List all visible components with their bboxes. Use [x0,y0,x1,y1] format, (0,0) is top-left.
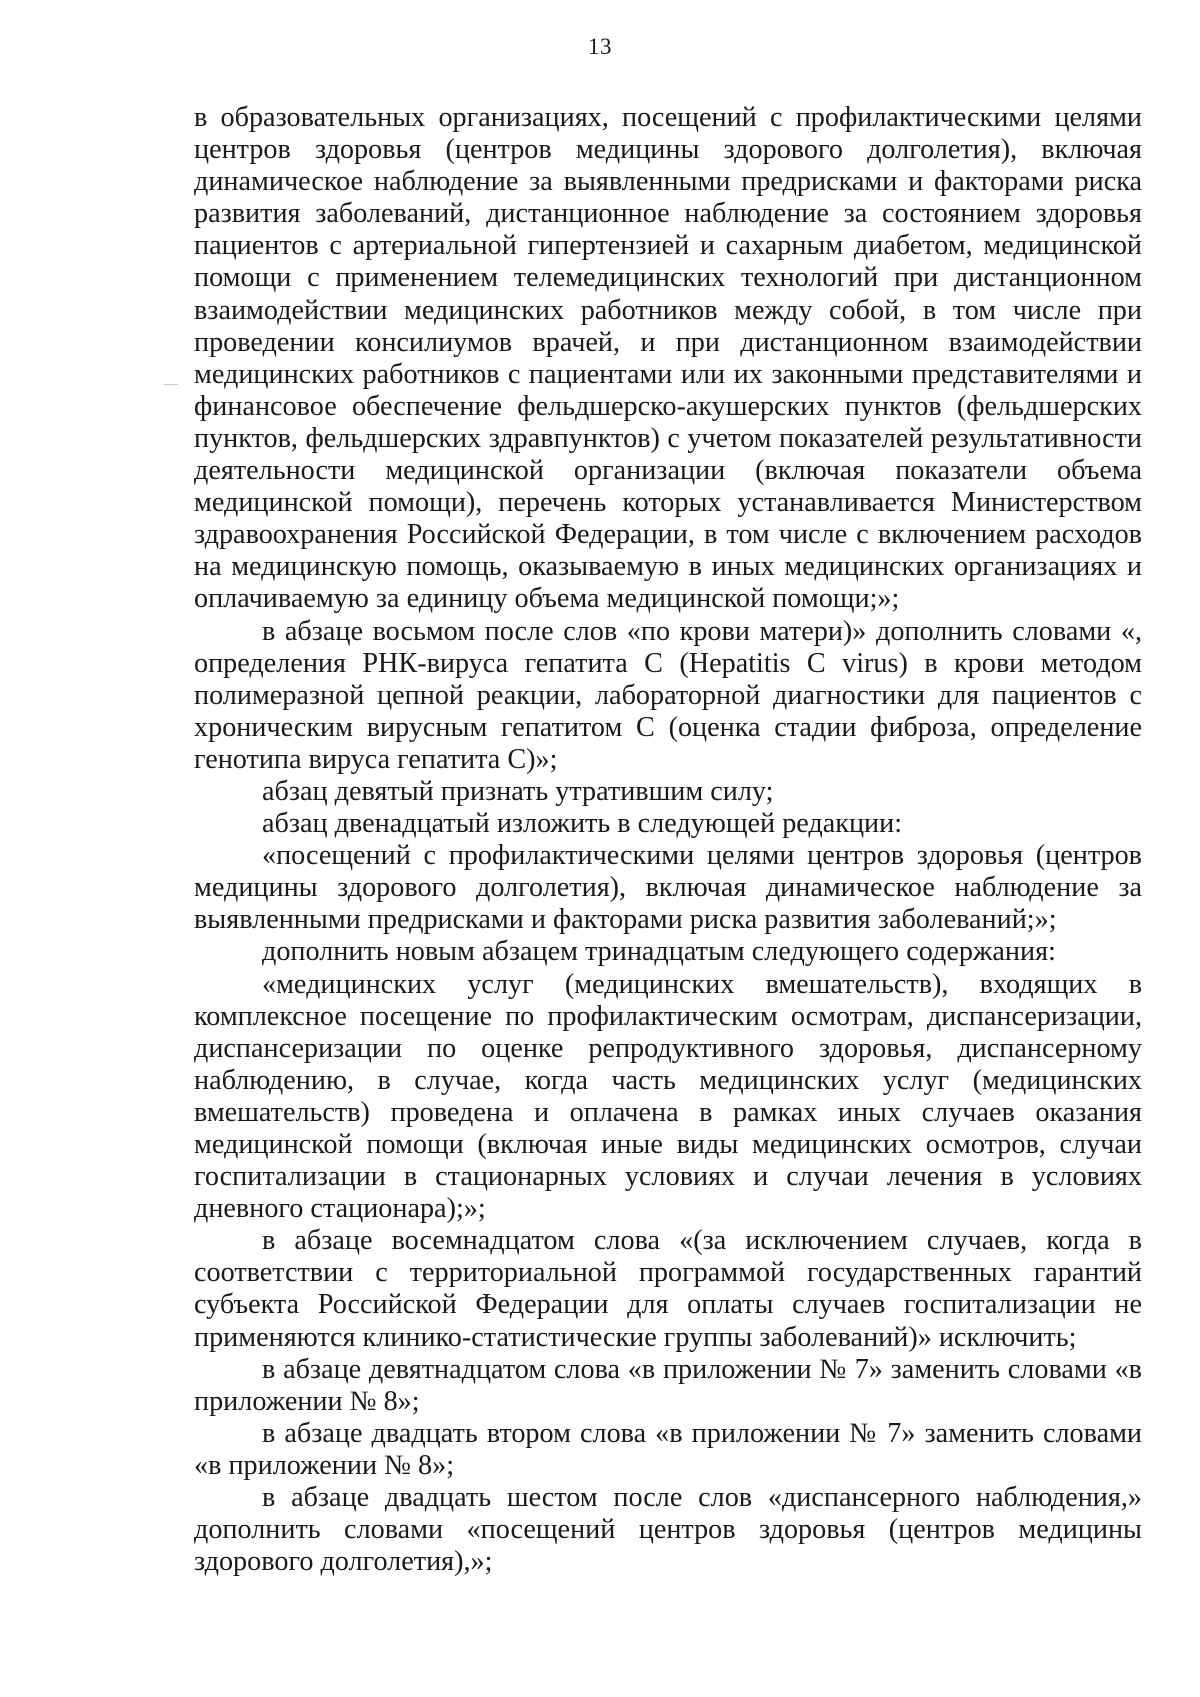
paragraph-amendment-9: абзац девятый признать утратившим силу; [262,775,774,807]
paragraph-amendment-13-text: «медицинских услуг (медицинских вмешательств), входящих в комплексное посещение по профилактическим осмотрам, диспансеризации, диспансеризации по оценке репродуктивного здоровья, диспансерному наблюдению, в случае, когда часть медицинских услуг (медицинских вмешательств) проведена и оплачена в рамках иных случаев оказания медицинской помощи (включая иные виды медицинских осмотров, случаи госпитализации в стационарных условиях и случаи лечения в условиях дневного стационара);»; [194,968,1142,1225]
paragraph-amendment-12-intro: абзац двенадцатый изложить в следующей редакции: [262,808,903,840]
margin-mark [164,384,178,385]
paragraph-amendment-26: в абзаце двадцать шестом после слов «диспансерного наблюдения,» дополнить словами «посещений центров здоровья (центров медицины здорового долголетия),»; [194,1482,1142,1578]
paragraph-amendment-12-text: «посещений с профилактическими целями центров здоровья (центров медицины здорового долголетия), включая динамическое наблюдение за выявленными предрисками и факторами риска развития заболеваний;»; [194,840,1142,936]
paragraph-continuation: в образовательных организациях, посещений с профилактическими целями центров здоровья (центров медицины здорового долголетия), включая динамическое наблюдение за выявленными предрисками и факторами риска развития заболеваний, дистанционное наблюдение за состоянием здоровья пациентов с артериальной гипертензией и сахарным диабетом, медицинской помощи с применением телемедицинских технологий при дистанционном взаимодействии медицинских работников между собой, в том числе при проведении консилиумов врачей, и при дистанционном взаимодействии медицинских работников с пациентами или их законными представителями и финансовое обеспечение фельдшерско-акушерских пунктов (фельдшерских пунктов, фельдшерских здравпунктов) с учетом показателей результативности деятельности медицинской организации (включая показатели объема медицинской помощи), перечень которых устанавливается Министерством здравоохранения Российской Федерации, в том числе с включением расходов на медицинскую помощь, оказываемую в иных медицинских организациях и оплачиваемую за единицу объема медицинской помощи;»; [194,102,1142,615]
paragraph-amendment-13-intro: дополнить новым абзацем тринадцатым следующего содержания: [262,936,1056,968]
paragraph-amendment-18: в абзаце восемнадцатом слова «(за исключением случаев, когда в соответствии с территориальной программой государственных гарантий субъекта Российской Федерации для оплаты случаев госпитализации не применяются клинико-статистические группы заболеваний)» исключить; [194,1225,1142,1353]
paragraph-amendment-22: в абзаце двадцать втором слова «в приложении № 7» заменить словами «в приложении № 8»; [194,1417,1142,1481]
document-body [194,102,1142,1578]
page-number: 13 [588,34,612,59]
paragraph-amendment-19: в абзаце девятнадцатом слова «в приложении № 7» заменить словами «в приложении № 8»; [194,1353,1142,1417]
paragraph-amendment-8: в абзаце восьмом после слов «по крови матери)» дополнить словами «, определения РНК-вируса гепатита C (Hepatitis C virus) в крови методом полимеразной цепной реакции, лабораторной диагностики для пациентов с хроническим вирусным гепатитом C (оценка стадии фиброза, определение генотипа вируса гепатита C)»; [194,615,1142,775]
